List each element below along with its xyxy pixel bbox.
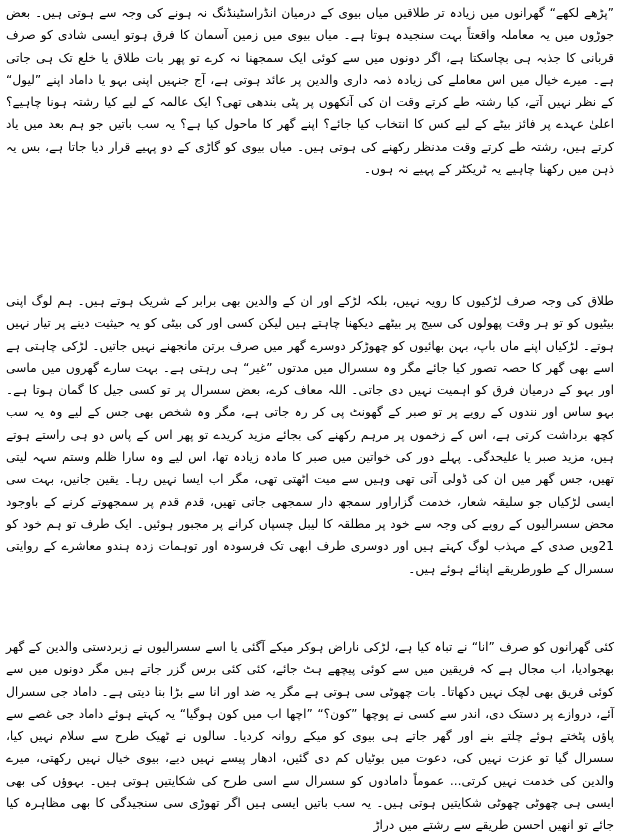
paragraph-3: کئی گھرانوں کو صرف ”انا“ نے تباہ کیا ہے، لڑکی ناراض ہوکر میکے آگئی یا اسے سسرالیوں نے زبردستی والدین کے گھر بھجوادیا، اب مجال ہے کہ فریقین میں سے کوئی پیچھے ہٹ جائے، کئی کئی برس گزر جاتے ہیں مگر دونوں میں سے کوئی فریق بھی لچک نہیں دکھاتا۔ بات چھوٹی سی ہوتی ہے مگر یہ ضد اور انا سے بڑا بنا دیتی ہے۔ داماد جی سسرال آئے، دروازے پر دستک دی، اندر سے کسی نے پوچھا ”کون؟“ ”اچھا اب میں کون ہوگیا“ یہ کہتے ہوئے داماد جی غصے سے پاؤں پٹختے ہوئے چلتے بنے اور گھر جاتے ہی بیوی کو میکے روانہ کردیا۔ سالوں نے ٹھیک طرح سے سلام نہیں کیا، سسرال گیا تو عزت نہیں کی، دعوت میں بوٹیاں کم دی گئیں، ادھار پیسے نہیں دیے، بیوی خیال نہیں رکھتی، میرے والدین کی خدمت نہیں کرتی... عموماً دامادوں کو سسرال سے اسی طرح کی شکایتیں ہوتی ہیں۔ بہوؤں کی بھی ایسی ہی چھوٹی چھوٹی شکایتیں ہوتی ہیں۔ یہ سب باتیں ایسی ہیں اگر تھوڑی سی سنجیدگی کا بھی مظاہرہ کیا جائے تو انھیں احسن طریقے سے رشتے میں دراڑ xyxy=(6,640,614,833)
paragraph-2: طلاق کی وجہ صرف لڑکیوں کا رویہ نہیں، بلکہ لڑکے اور ان کے والدین بھی برابر کے شریک ہوتے ہیں۔ ہم لوگ اپنی بیٹیوں کو تو ہر وقت پھولوں کی سیج پر بیٹھے دیکھنا چاہتے ہیں لیکن کسی اور کی بیٹی کو یہ حیثیت دینے پر تیار نہیں ہوتے۔ لڑکیاں اپنے ماں باپ، بہن بھائیوں کو چھوڑکر دوسرے گھر میں صرف برتن مانجھنے نہیں جاتیں۔ لڑکی چاہتی ہے اسے بھی گھر کا حصہ تصور کیا جائے مگر وہ سسرال میں مدتوں ”غیر“ ہی رہتی ہے۔ بہت سارے گھروں میں ماسی اور بہو کے درمیان فرق کو اہمیت نہیں دی جاتی۔ اللہ معاف کرے، بعض سسرال پر تو کسی جیل کا گمان ہوتا ہے۔ بہو ساس اور نندوں کے رویے پر تو صبر کے گھونٹ پی کر رہ جاتی ہے، مگر وہ شخص بھی جس کے لیے وہ یہ سب کچھ برداشت کرتی ہے، اس کے زخموں پر مرہم رکھنے کی بجائے مزید کریدے تو پھر اس کے پاس دو ہی راستے ہوتے ہیں، مزید صبر یا علیحدگی۔ پہلے دور کی خواتین میں صبر کا مادہ زیادہ تھا، اس لیے وہ سارا ظلم وستم سہہ لیتی تھیں، جس گھر میں ان کی ڈولی آتی تھی وہیں سے میت اٹھتی تھی، مگر اب ایسا نہیں رہا۔ یقین جانیں، بہت سی ایسی لڑکیاں جو سلیقہ شعار، خدمت گزاراور سمجھ دار سمجھی جاتی تھیں، قدم قدم پر سمجھوتے کرنے کے باوجود محض سسرالیوں کے رویے کی وجہ سے خود پر مطلقہ کا لیبل چسپاں کرانے پر مجبور ہوئیں۔ ایک طرف تو ہم خود کو 21ویں صدی کے مہذب لوگ کہتے ہیں اور دوسری طرف ابھی تک فرسودہ اور توہمات زدہ ہندو معاشرے کے روایتی سسرال کے طورطریقے اپنائے ہوئے ہیں۔ xyxy=(6,294,614,576)
paragraph-spacer xyxy=(6,580,614,636)
paragraph-1: ”پڑھے لکھے“ گھرانوں میں زیادہ تر طلاقیں میاں بیوی کے درمیان انڈراسٹینڈنگ نہ ہونے کی وجہ سے ہوتی ہیں۔ بعض جوڑوں میں یہ معاملہ واقعتاً بہت سنجیدہ ہوتا ہے۔ میاں بیوی میں زمین آسمان کا فرق ہوتو ایسی شادی کو صرف قربانی کا جذبہ ہی بچاسکتا ہے، اگر دونوں میں سے کوئی ایک سمجھنا نہ کرے تو پھر بات طلاق یا خلع تک ہی جاتی ہے۔ میرے خیال میں اس معاملے کی زیادہ ذمہ داری والدین پر عائد ہوتی ہے، آج جنہیں اپنی بہو یا داماد اپنے ”لیول“ کے نظر نہیں آتے، کیا رشتہ طے کرتے وقت ان کی آنکھوں پر پٹی بندھی تھی؟ ایک عالمہ کے لیے کیا رشتہ ہونا چاہیے؟ اعلیٰ عہدے پر فائز بیٹے کے لیے کس کا انتخاب کیا جائے؟ اپنے گھر کا ماحول کیا ہے؟ یہ سب باتیں جو ہم بعد میں یاد کرتے ہیں، رشتہ طے کرتے وقت مدنظر رکھنے کی ہوتی ہیں۔ میاں بیوی کو گاڑی کے دو پہیے قرار دیا جاتا ہے، بس یہ ذہن میں رکھنا چاہیے یہ ٹریکٹر کے پہیے نہ ہوں۔ xyxy=(6,6,614,177)
paragraph-spacer xyxy=(6,254,614,290)
